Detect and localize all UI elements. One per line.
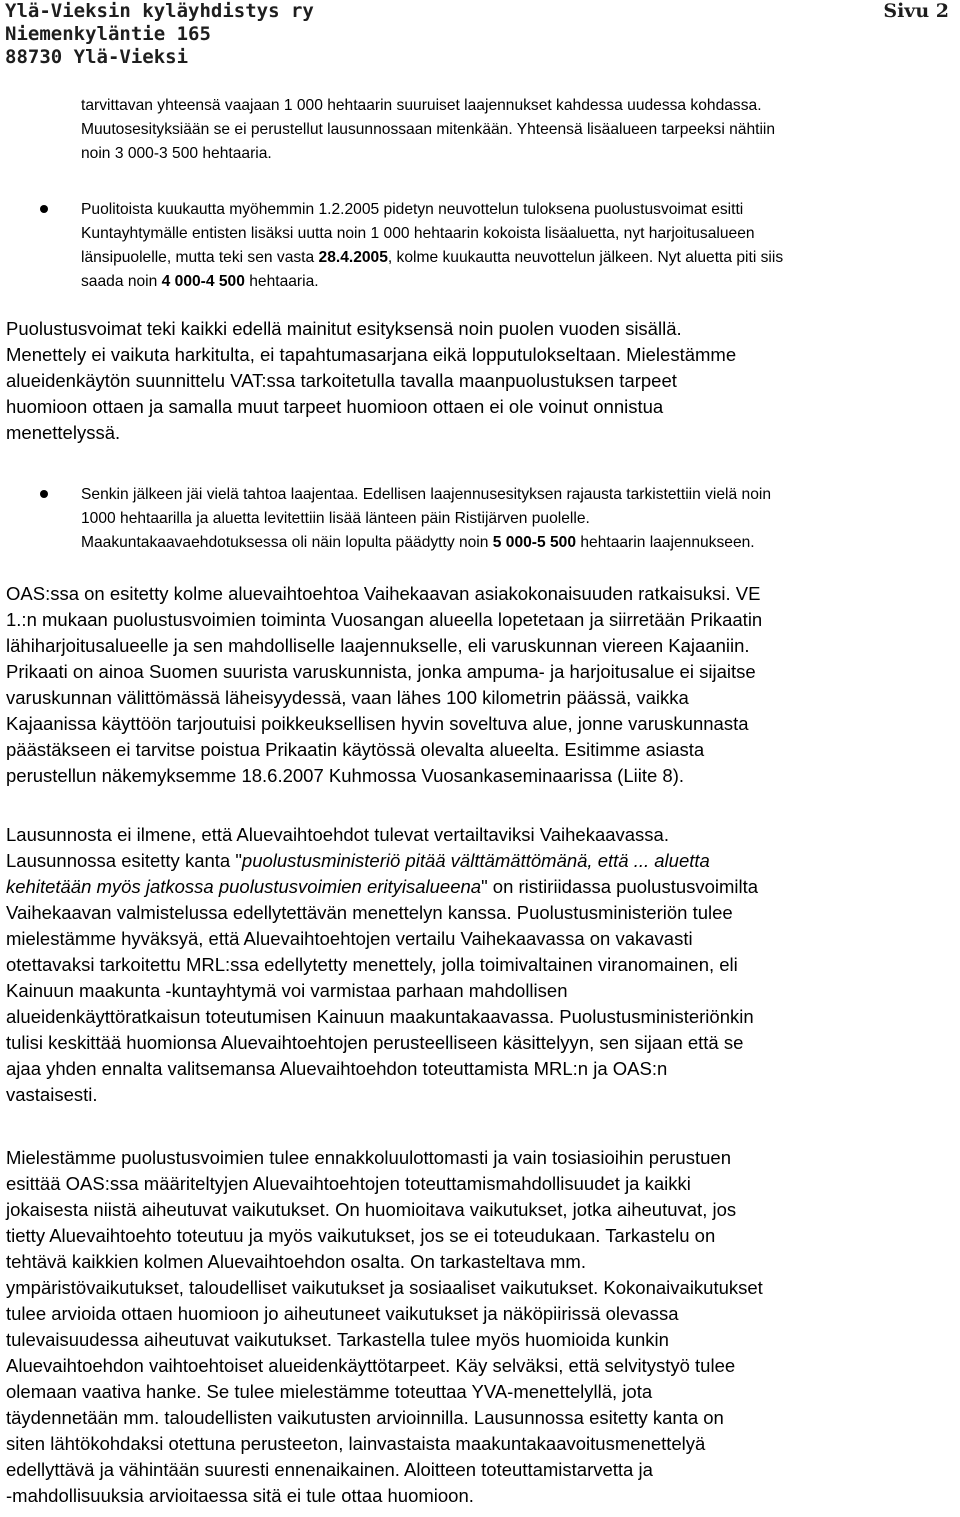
text-line: 1000 hehtaarilla ja aluetta levitettiin lisää länteen päin Ristijärven puolelle.	[81, 510, 590, 527]
text-line: Menettely ei vaikuta harkitulta, ei tapahtumasarjana eikä lopputulokseltaan. Mielestämme	[6, 344, 737, 365]
text-line: Prikaati on ainoa Suomen suurista varuskunnista, jonka ampuma- ja harjoitusalue ei sijaitse	[6, 661, 756, 682]
text-run: saada noin	[81, 273, 162, 290]
text-line: OAS:ssa on esitetty kolme aluevaihtoehtoa Vaihekaavan asiakokonaisuuden ratkaisuksi. VE	[6, 583, 761, 604]
area-bold: 5 000-5 500	[492, 534, 577, 551]
text-line: ympäristövaikutukset, taloudelliset vaikutukset ja sosiaaliset vaikutukset. Kokonaivaikutukset	[6, 1277, 763, 1298]
text-line: Aluevaihtoehdon vaihtoehtoiset alueidenkäyttötarpeet. Käy selväksi, että selvitystyö tulee	[6, 1355, 736, 1376]
text-line: tulevaisuudessa aiheutuvat vaikutukset. Tarkastella tulee myös huomioida kunkin	[6, 1329, 669, 1350]
text-line: tulisi keskittää huomionsa Aluevaihtoehtojen perusteelliseen käsittelyyn, sen sijaan että se	[6, 1032, 744, 1053]
intro-paragraph	[81, 94, 951, 166]
bullet-icon	[40, 205, 48, 213]
text-line: tietty Aluevaihtoehto toteutuu ja myös vaikutukset, jos se ei toteudukaan. Tarkastelu on	[6, 1225, 716, 1246]
text-line: Senkin jälkeen jäi vielä tahtoa laajentaa. Edellisen laajennusesityksen rajausta tarkistettiin vielä noin	[81, 486, 772, 503]
text-run: Maakuntakaavaehdotuksessa oli näin lopulta päädytty noin	[81, 534, 493, 551]
text-line	[6, 848, 956, 874]
text-line: päästäkseen ei tarvitse poistua Prikaatin käytössä olevalta alueelta. Esitimme asiasta	[6, 739, 705, 760]
text-line	[6, 874, 956, 900]
bullet-icon	[40, 490, 48, 498]
area-bold: 4 000-4 500	[161, 273, 245, 290]
text-line: tulee arvioida ottaen huomioon jo aiheutuneet vaikutukset ja näköpiirissä olevassa	[6, 1303, 679, 1324]
text-line: menettelyssä.	[6, 422, 121, 443]
sender-street: Niemenkyläntie 165	[5, 23, 211, 45]
paragraph-3	[6, 822, 956, 1108]
text-line: alueidenkäytön suunnittelu VAT:ssa tarkoitetulla tavalla maanpuolustuksen tarpeet	[6, 370, 677, 391]
text-line: perustellun näkemyksemme 18.6.2007 Kuhmossa Vuosankaseminaarissa (Liite 8).	[6, 765, 684, 786]
paragraph-4	[6, 1145, 956, 1509]
text-line: jokaisesta niistä aiheutuvat vaikutukset. On huomioitava vaikutukset, jotka aiheutuvat, jos	[6, 1199, 737, 1220]
text-run: hehtaaria.	[244, 273, 319, 290]
text-line: Kainuun maakunta -kuntayhtymä voi varmistaa parhaan mahdollisen	[6, 980, 568, 1001]
quote-italic: kehitetään myös jatkossa puolustusvoimien erityisalueena	[6, 876, 482, 897]
text-line: Mielestämme puolustusvoimien tulee ennakkoluulottomasti ja vain tosiasioihin perustuen	[6, 1147, 731, 1168]
text-line: noin 3 000-3 500 hehtaaria.	[81, 145, 272, 162]
bullet-item-1	[81, 198, 951, 294]
text-line: tehtävä kaikkien kolmen Aluevaihtoehdon osalta. On tarkasteltava mm.	[6, 1251, 586, 1272]
sender-organization: Ylä-Vieksin kyläyhdistys ry	[5, 0, 314, 22]
text-run: länsipuolelle, mutta teki sen vasta	[81, 249, 319, 266]
text-run: , kolme kuukautta neuvottelun jälkeen. Nyt aluetta piti siis	[387, 249, 784, 266]
paragraph-2	[6, 581, 956, 789]
text-line: otettavaksi tarkoitettu MRL:ssa edellytetty menettely, jolla toimivaltainen viranomainen, eli	[6, 954, 738, 975]
text-line	[81, 270, 951, 294]
text-line	[81, 246, 951, 270]
page-number: Sivu 2	[883, 0, 949, 22]
text-line: Kajaanissa käyttöön tarjoutuisi poikkeuksellisen hyvin soveltuva alue, jonne varuskunnasta	[6, 713, 749, 734]
text-line: vastaisesti.	[6, 1084, 98, 1105]
text-line: Puolustusvoimat teki kaikki edellä mainitut esityksensä noin puolen vuoden sisällä.	[6, 318, 682, 339]
text-line: 1.:n mukaan puolustusvoimien toiminta Vuosangan alueella lopetetaan ja siirretään Prikaatin	[6, 609, 763, 630]
text-line: Kuntayhtymälle entisten lisäksi uutta noin 1 000 hehtaarin kokoista lisäaluetta, nyt harjoitusalueen	[81, 225, 755, 242]
text-line: Puolitoista kuukautta myöhemmin 1.2.2005 pidetyn neuvottelun tuloksena puolustusvoimat esitti	[81, 201, 744, 218]
text-line: siten lähtökohdaksi otettuna perusteeton, lainvastaista maakuntakaavoitusmenettelyä	[6, 1433, 706, 1454]
sender-postal: 88730 Ylä-Vieksi	[5, 46, 189, 68]
text-line: täydennetään mm. taloudellisten vaikutusten arvioinnilla. Lausunnossa esitetty kanta on	[6, 1407, 724, 1428]
text-line: esittää OAS:ssa määriteltyjen Aluevaihtoehtojen toteuttamismahdollisuudet ja kaikki	[6, 1173, 691, 1194]
text-line: Lausunnosta ei ilmene, että Aluevaihtoehdot tulevat vertailtaviksi Vaihekaavassa.	[6, 824, 669, 845]
text-line: Muutosesityksiään se ei perustellut lausunnossaan mitenkään. Yhteensä lisäalueen tarpeeksi nähtiin	[81, 121, 776, 138]
letter-header	[5, 0, 955, 72]
text-line	[81, 531, 951, 555]
text-line: mielestämme hyväksyä, että Aluevaihtoehtojen vertailu Vaihekaavassa on vakavasti	[6, 928, 693, 949]
date-bold: 28.4.2005	[318, 249, 388, 266]
text-line: Vaihekaavan valmistelussa edellytettävän menettelyn kanssa. Puolustusministeriön tulee	[6, 902, 733, 923]
text-line: tarvittavan yhteensä vaajaan 1 000 hehtaarin suuruiset laajennukset kahdessa uudessa kohdassa.	[81, 97, 762, 114]
text-line: huomioon ottaen ja samalla muut tarpeet huomioon ottaen ei ole voinut onnistua	[6, 396, 664, 417]
text-line: olemaan vaativa hanke. Se tulee mielestämme toteuttaa YVA-menettelyllä, jota	[6, 1381, 653, 1402]
text-line: edellyttävä ja vähintään suuresti ennenaikainen. Aloitteen toteuttamistarvetta ja	[6, 1459, 653, 1480]
text-line: varuskunnan välittömässä läheisyydessä, vaan lähes 100 kilometrin päässä, vaikka	[6, 687, 689, 708]
text-run: hehtaarin laajennukseen.	[576, 534, 755, 551]
text-line: lähiharjoitusalueelle ja sen mahdolliselle laajennukselle, eli varuskunnan viereen Kajaaniin.	[6, 635, 750, 656]
text-line: alueidenkäyttöratkaisun toteutumisen Kainuun maakuntakaavassa. Puolustusministeriönkin	[6, 1006, 754, 1027]
paragraph-1	[6, 316, 956, 446]
text-line: -mahdollisuuksia arvioitaessa sitä ei tule ottaa huomioon.	[6, 1485, 474, 1506]
text-line: ajaa yhden ennalta valitsemansa Aluevaihtoehdon toteuttamista MRL:n ja OAS:n	[6, 1058, 668, 1079]
text-run: " on ristiriidassa puolustusvoimilta	[481, 876, 759, 897]
bullet-item-2	[81, 483, 951, 555]
text-run: Lausunnossa esitetty kanta "	[6, 850, 242, 871]
quote-italic: puolustusministeriö pitää välttämättömänä, että ... aluetta	[241, 850, 710, 871]
